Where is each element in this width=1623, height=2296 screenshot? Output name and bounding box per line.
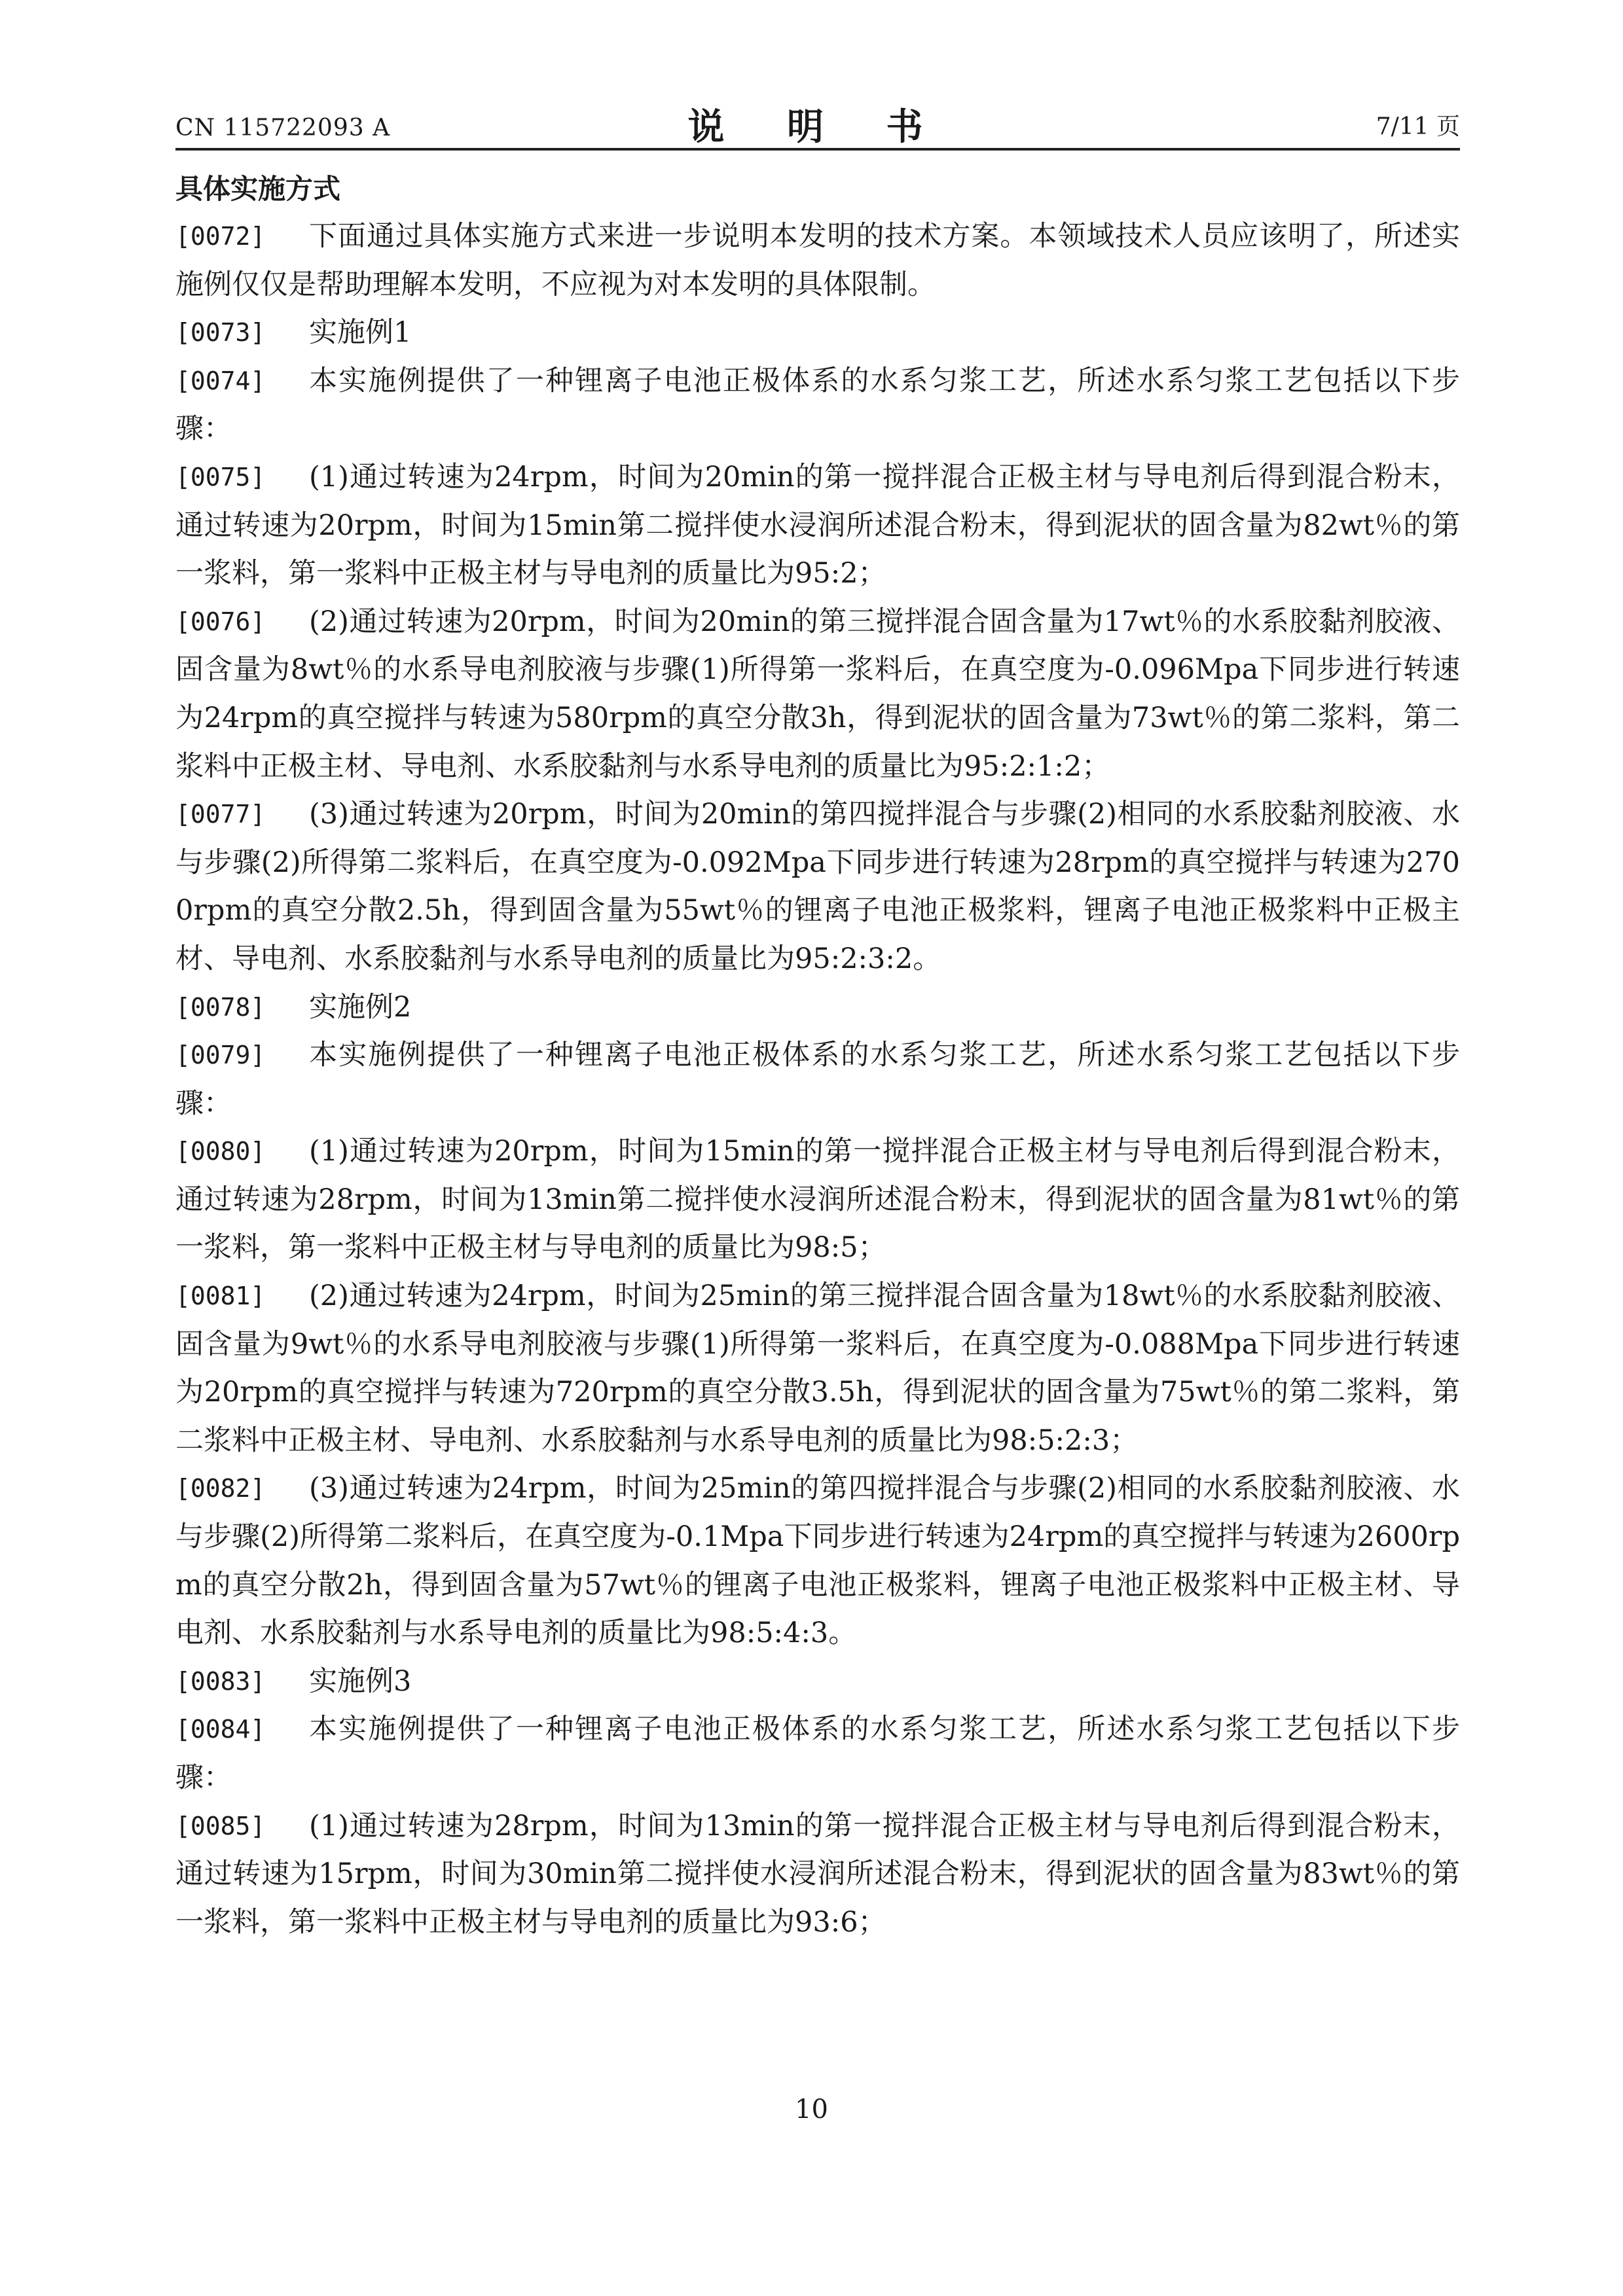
page-header [175, 98, 1460, 151]
paragraph-0076 [175, 598, 1460, 791]
paragraph-0084 [175, 1706, 1460, 1802]
paragraph-number: [0079] [175, 1041, 266, 1070]
paragraph-number: [0076] [175, 607, 266, 636]
paragraph-text: 本实施例提供了一种锂离子电池正极体系的水系匀浆工艺，所述水系匀浆工艺包括以下步骤： [175, 364, 1460, 446]
paragraph-text: (3)通过转速为20rpm，时间为20min的第四搅拌混合与步骤(2)相同的水系胶黏剂胶液、水与步骤(2)所得第二浆料后，在真空度为-0.092Mpa下同步进行转速为28rpm的真空搅拌与转速为2700rpm的真空分散2.5h，得到固含量为55wt％的锂离子电池正极浆料，锂离子电池正极浆料中正极主材、导电剂、水系胶黏剂与水系导电剂的质量比为95:2:3:2。 [175, 798, 1460, 975]
paragraph-number: [0084] [175, 1715, 266, 1744]
paragraph-text: (1)通过转速为24rpm，时间为20min的第一搅拌混合正极主材与导电剂后得到混合粉末，通过转速为20rpm，时间为15min第二搅拌使水浸润所述混合粉末，得到泥状的固含量为82wt％的第一浆料，第一浆料中正极主材与导电剂的质量比为95:2； [175, 460, 1460, 590]
paragraph-number: [0077] [175, 800, 266, 829]
paragraph-number: [0085] [175, 1811, 266, 1840]
paragraph-0072 [175, 213, 1460, 309]
paragraph-0078 [175, 984, 1460, 1032]
paragraph-text: (1)通过转速为20rpm，时间为15min的第一搅拌混合正极主材与导电剂后得到混合粉末，通过转速为28rpm，时间为13min第二搅拌使水浸润所述混合粉末，得到泥状的固含量为81wt％的第一浆料，第一浆料中正极主材与导电剂的质量比为98:5； [175, 1135, 1460, 1265]
paragraph-0079 [175, 1031, 1460, 1128]
paragraph-text: (2)通过转速为24rpm，时间为25min的第三搅拌混合固含量为18wt％的水系胶黏剂胶液、固含量为9wt％的水系导电剂胶液与步骤(1)所得第一浆料后，在真空度为-0.088Mpa下同步进行转速为20rpm的真空搅拌与转速为720rpm的真空分散3.5h，得到泥状的固含量为75wt％的第二浆料，第二浆料中正极主材、导电剂、水系胶黏剂与水系导电剂的质量比为98:5:2:3； [175, 1280, 1460, 1457]
paragraph-0077 [175, 791, 1460, 983]
paragraph-0082 [175, 1465, 1460, 1657]
paragraph-number: [0082] [175, 1474, 266, 1503]
paragraph-number: [0074] [175, 366, 266, 395]
document-title: 说 明 书 [687, 105, 948, 149]
paragraph-number: [0083] [175, 1666, 266, 1696]
paragraph-text: 实施例3 [309, 1664, 412, 1698]
paragraph-text: (1)通过转速为28rpm，时间为13min的第一搅拌混合正极主材与导电剂后得到混合粉末，通过转速为15rpm，时间为30min第二搅拌使水浸润所述混合粉末，得到泥状的固含量为83wt％的第一浆料，第一浆料中正极主材与导电剂的质量比为93:6； [175, 1809, 1460, 1939]
paragraph-0083 [175, 1658, 1460, 1706]
paragraph-0080 [175, 1128, 1460, 1272]
paragraph-number: [0072] [175, 222, 266, 251]
paragraph-number: [0078] [175, 992, 266, 1022]
paragraph-text: 本实施例提供了一种锂离子电池正极体系的水系匀浆工艺，所述水系匀浆工艺包括以下步骤： [175, 1039, 1460, 1120]
paragraph-text: (2)通过转速为20rpm，时间为20min的第三搅拌混合固含量为17wt％的水系胶黏剂胶液、固含量为8wt％的水系导电剂胶液与步骤(1)所得第一浆料后，在真空度为-0.096Mpa下同步进行转速为24rpm的真空搅拌与转速为580rpm的真空分散3h，得到泥状的固含量为73wt％的第二浆料，第二浆料中正极主材、导电剂、水系胶黏剂与水系导电剂的质量比为95:2:1:2； [175, 605, 1460, 783]
paragraph-text: 实施例1 [309, 316, 412, 350]
header-divider [175, 148, 1460, 151]
paragraph-text: 下面通过具体实施方式来进一步说明本发明的技术方案。本领域技术人员应该明了，所述实施例仅仅是帮助理解本发明，不应视为对本发明的具体限制。 [175, 220, 1460, 301]
paragraph-text: (3)通过转速为24rpm，时间为25min的第四搅拌混合与步骤(2)相同的水系胶黏剂胶液、水与步骤(2)所得第二浆料后，在真空度为-0.1Mpa下同步进行转速为24rpm的真空搅拌与转速为2600rpm的真空分散2h，得到固含量为57wt％的锂离子电池正极浆料，锂离子电池正极浆料中正极主材、导电剂、水系胶黏剂与水系导电剂的质量比为98:5:4:3。 [175, 1472, 1460, 1650]
paragraph-0085 [175, 1803, 1460, 1947]
paragraph-0074 [175, 357, 1460, 454]
paragraph-0081 [175, 1272, 1460, 1465]
page-indicator: 7/11 页 [1376, 113, 1460, 140]
paragraph-number: [0073] [175, 318, 266, 348]
paragraph-number: [0080] [175, 1137, 266, 1166]
paragraph-0075 [175, 454, 1460, 598]
paragraph-0073 [175, 309, 1460, 357]
paragraph-text: 本实施例提供了一种锂离子电池正极体系的水系匀浆工艺，所述水系匀浆工艺包括以下步骤： [175, 1713, 1460, 1794]
paragraph-number: [0075] [175, 462, 266, 492]
section-heading: 具体实施方式 [175, 173, 341, 205]
page-number: 10 [795, 2094, 828, 2125]
paragraph-text: 实施例2 [309, 990, 412, 1024]
document-number: CN 115722093 A [175, 115, 391, 141]
document-body [175, 166, 1460, 1946]
paragraph-number: [0081] [175, 1282, 266, 1311]
